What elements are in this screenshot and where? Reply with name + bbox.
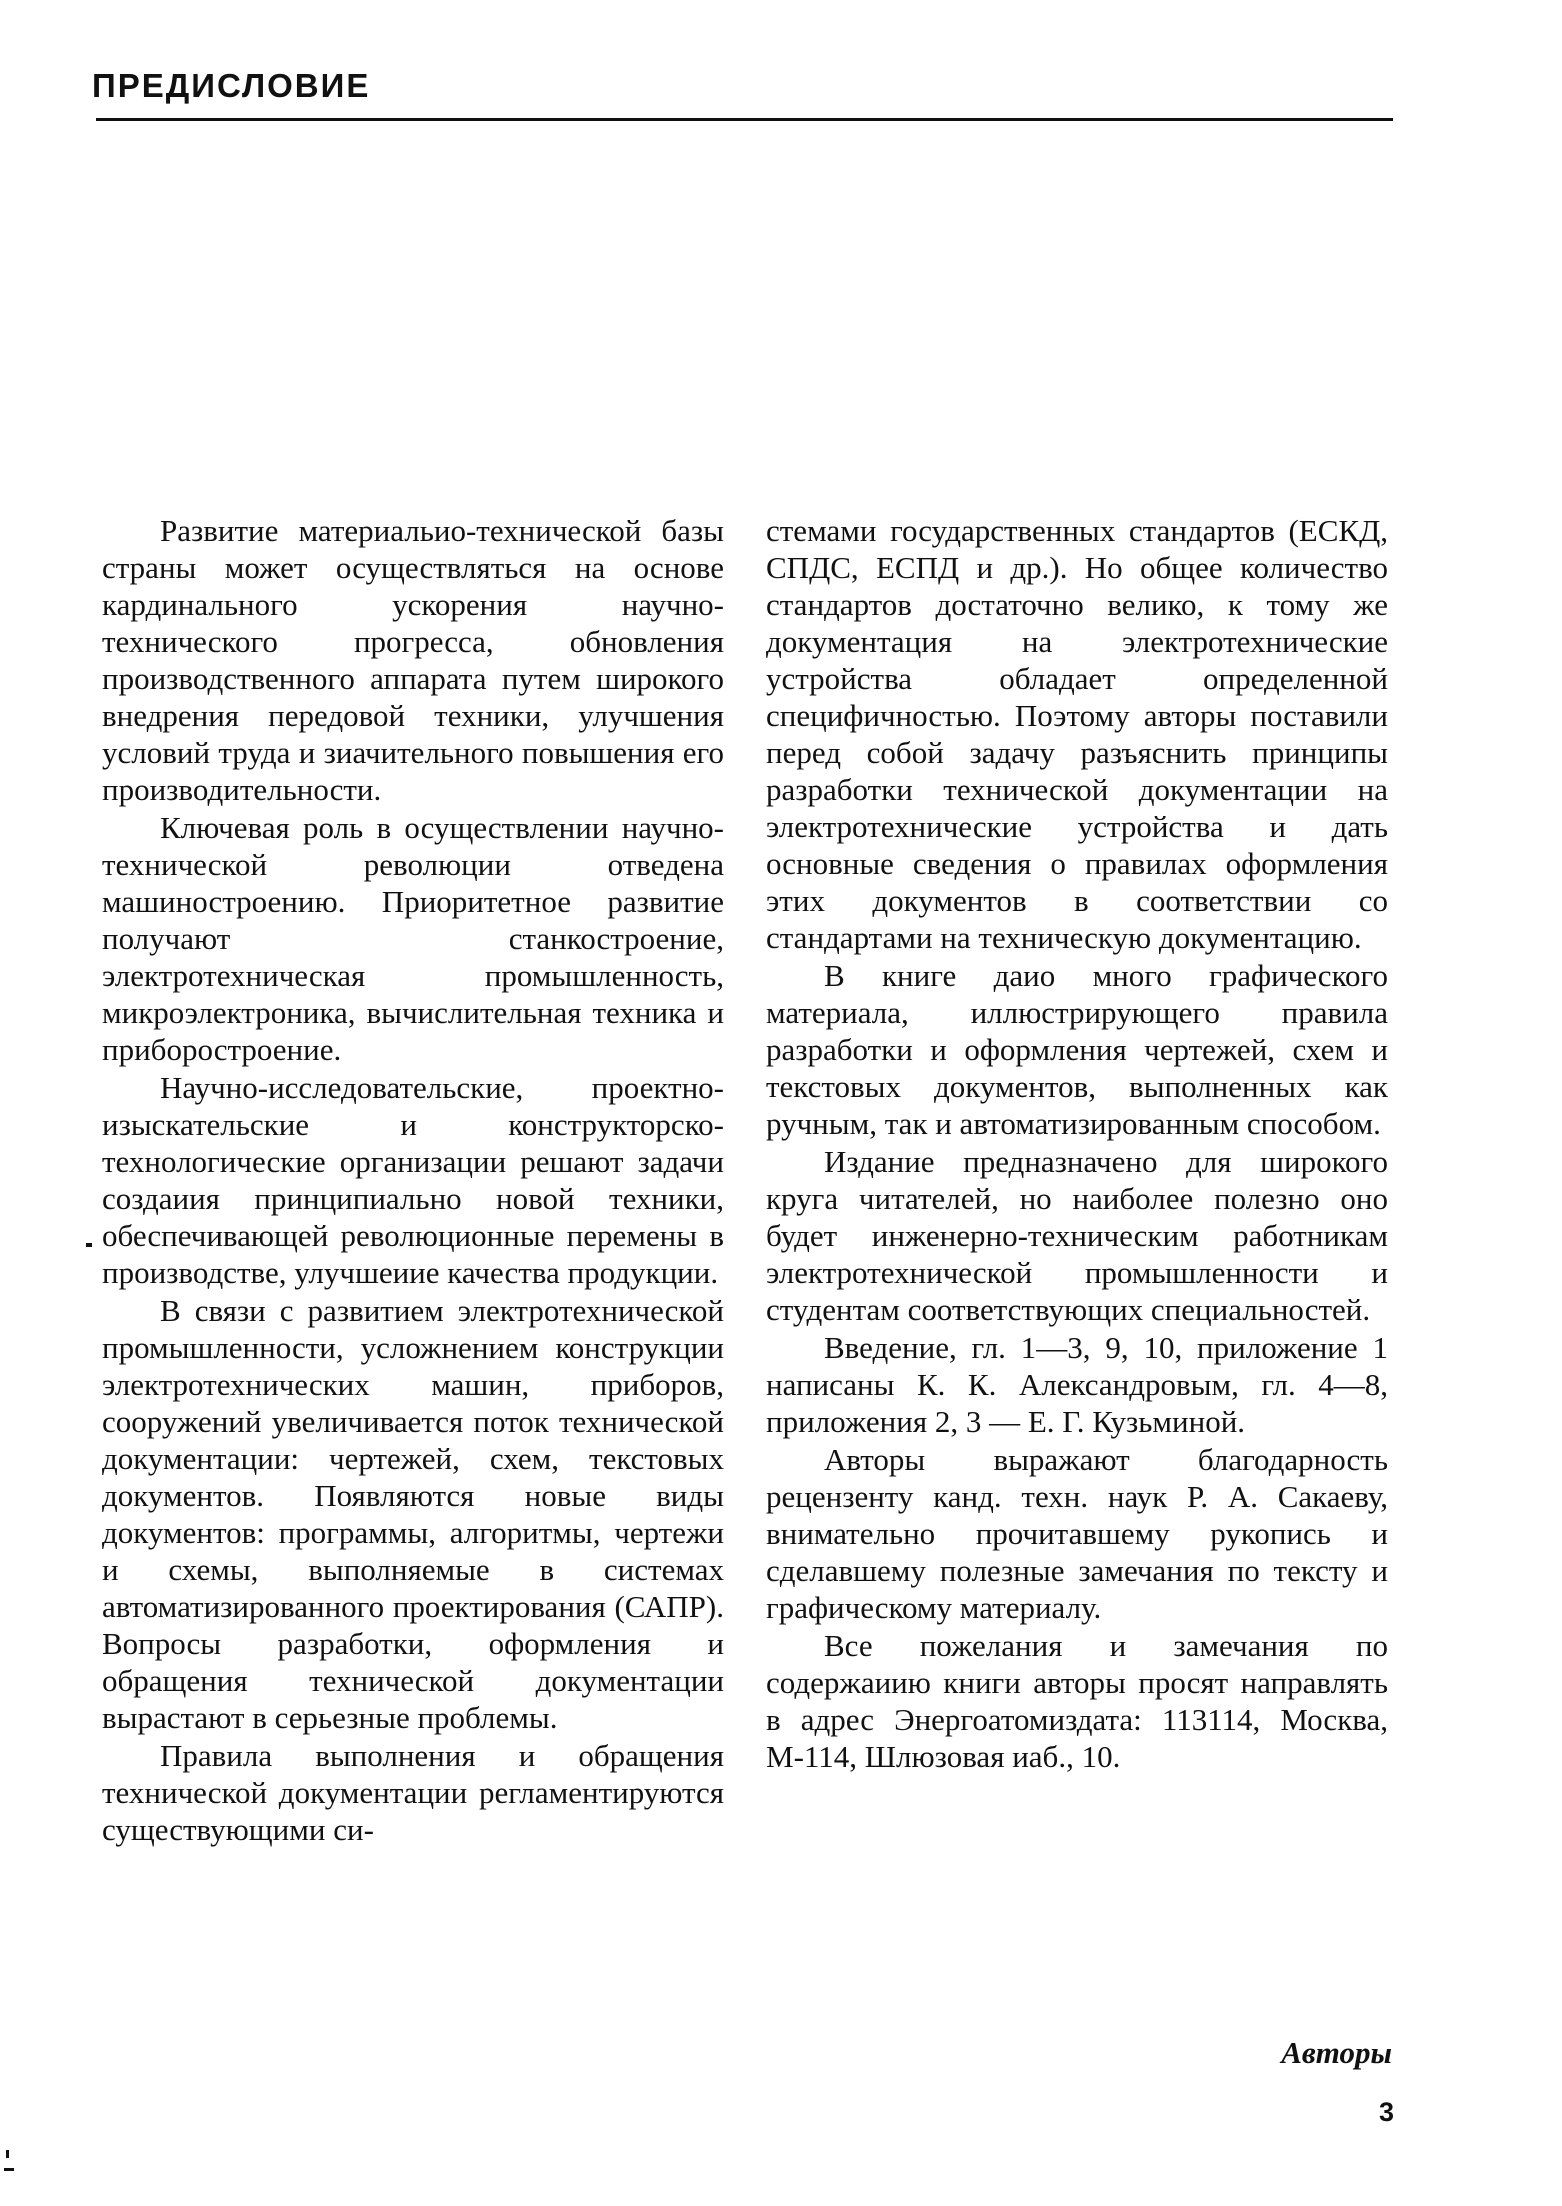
paragraph: Развитие материальио-технической базы страны может осуществляться на основе кардинального ускорения научно-технического прогресса, обновления производственного аппарата путем широкого внедрения передовой техники, улучшения условий труда и зиачительного повышения его производительности. — [102, 513, 724, 807]
paragraph: Введение, гл. 1—3, 9, 10, приложение 1 написаны К. К. Александровым, гл. 4—8, приложения 2, 3 — Е. Г. Кузьминой. — [766, 1330, 1388, 1439]
paragraph: Ключевая роль в осуществлении научно-технической революции отведена машиностроению. Приоритетное развитие получают станкостроение, электротехническая промышленность, микроэлектроника, вычислительная техника и приборостроение. — [102, 810, 724, 1067]
paragraph: Издание предназначено для широкого круга читателей, но наиболее полезно оно будет инженерно-техническим работникам электротехнической промышленности и студентам соответствующих специальностей. — [766, 1144, 1388, 1327]
paragraph: Правила выполнения и обращения технической документации регламентируются существующими си- — [102, 1738, 724, 1847]
paragraph: Научно-исследовательские, проектно-изыскательские и конструкторско-технологические организации решают задачи создаиия принципиально новой техники, обеспечивающей революционные перемены в производстве, улучшеиие качества продукции. — [102, 1070, 724, 1290]
left-column — [102, 512, 724, 1848]
page-number: 3 — [1378, 2097, 1394, 2127]
paragraph: Авторы выражают благодарность рецензенту канд. техн. наук Р. А. Сакаеву, внимательно прочитавшему рукопись и сделавшему полезные замечания по тексту и графическому материалу. — [766, 1442, 1388, 1625]
right-column — [766, 512, 1388, 1775]
heading-rule — [96, 118, 1393, 121]
paragraph: В связи с развитием электротехнической промышленности, усложнением конструкции электротехнических машин, приборов, сооружений увеличивается поток технической документации: чертежей, схем, текстовых документов. Появляются новые виды документов: программы, алгоритмы, чертежи и схемы, выполняемые в системах автоматизированного проектирования (САПР). Вопросы разработки, оформления и обращения технической документации вырастают в серьезные проблемы. — [102, 1293, 724, 1735]
scan-speck — [6, 2150, 9, 2158]
scan-speck — [4, 2168, 14, 2171]
paragraph: В книге даио много графического материала, иллюстрирующего правила разработки и оформления чертежей, схем и текстовых документов, выполненных как ручным, так и автоматизированным способом. — [766, 958, 1388, 1141]
signature: Авторы — [1281, 2035, 1392, 2070]
page-heading: ПРЕДИСЛОВИЕ — [92, 67, 371, 104]
scan-speck — [86, 1243, 92, 1247]
paragraph: Все пожелания и замечания по содержаиию книги авторы просят направлять в адрес Энергоатомиздата: 113114, Москва, М-114, Шлюзовая иаб., 10. — [766, 1628, 1388, 1774]
paragraph-continuation: стемами государственных стандартов (ЕСКД, СПДС, ЕСПД и др.). Но общее количество стандартов достаточно велико, к тому же документация на электротехнические устройства обладает определенной специфичностью. Поэтому авторы поставили перед собой задачу разъяснить принципы разработки технической документации на электротехнические устройства и дать основные сведения о правилах оформления этих документов в соответствии со стандартами на техническую документацию. — [766, 513, 1388, 955]
